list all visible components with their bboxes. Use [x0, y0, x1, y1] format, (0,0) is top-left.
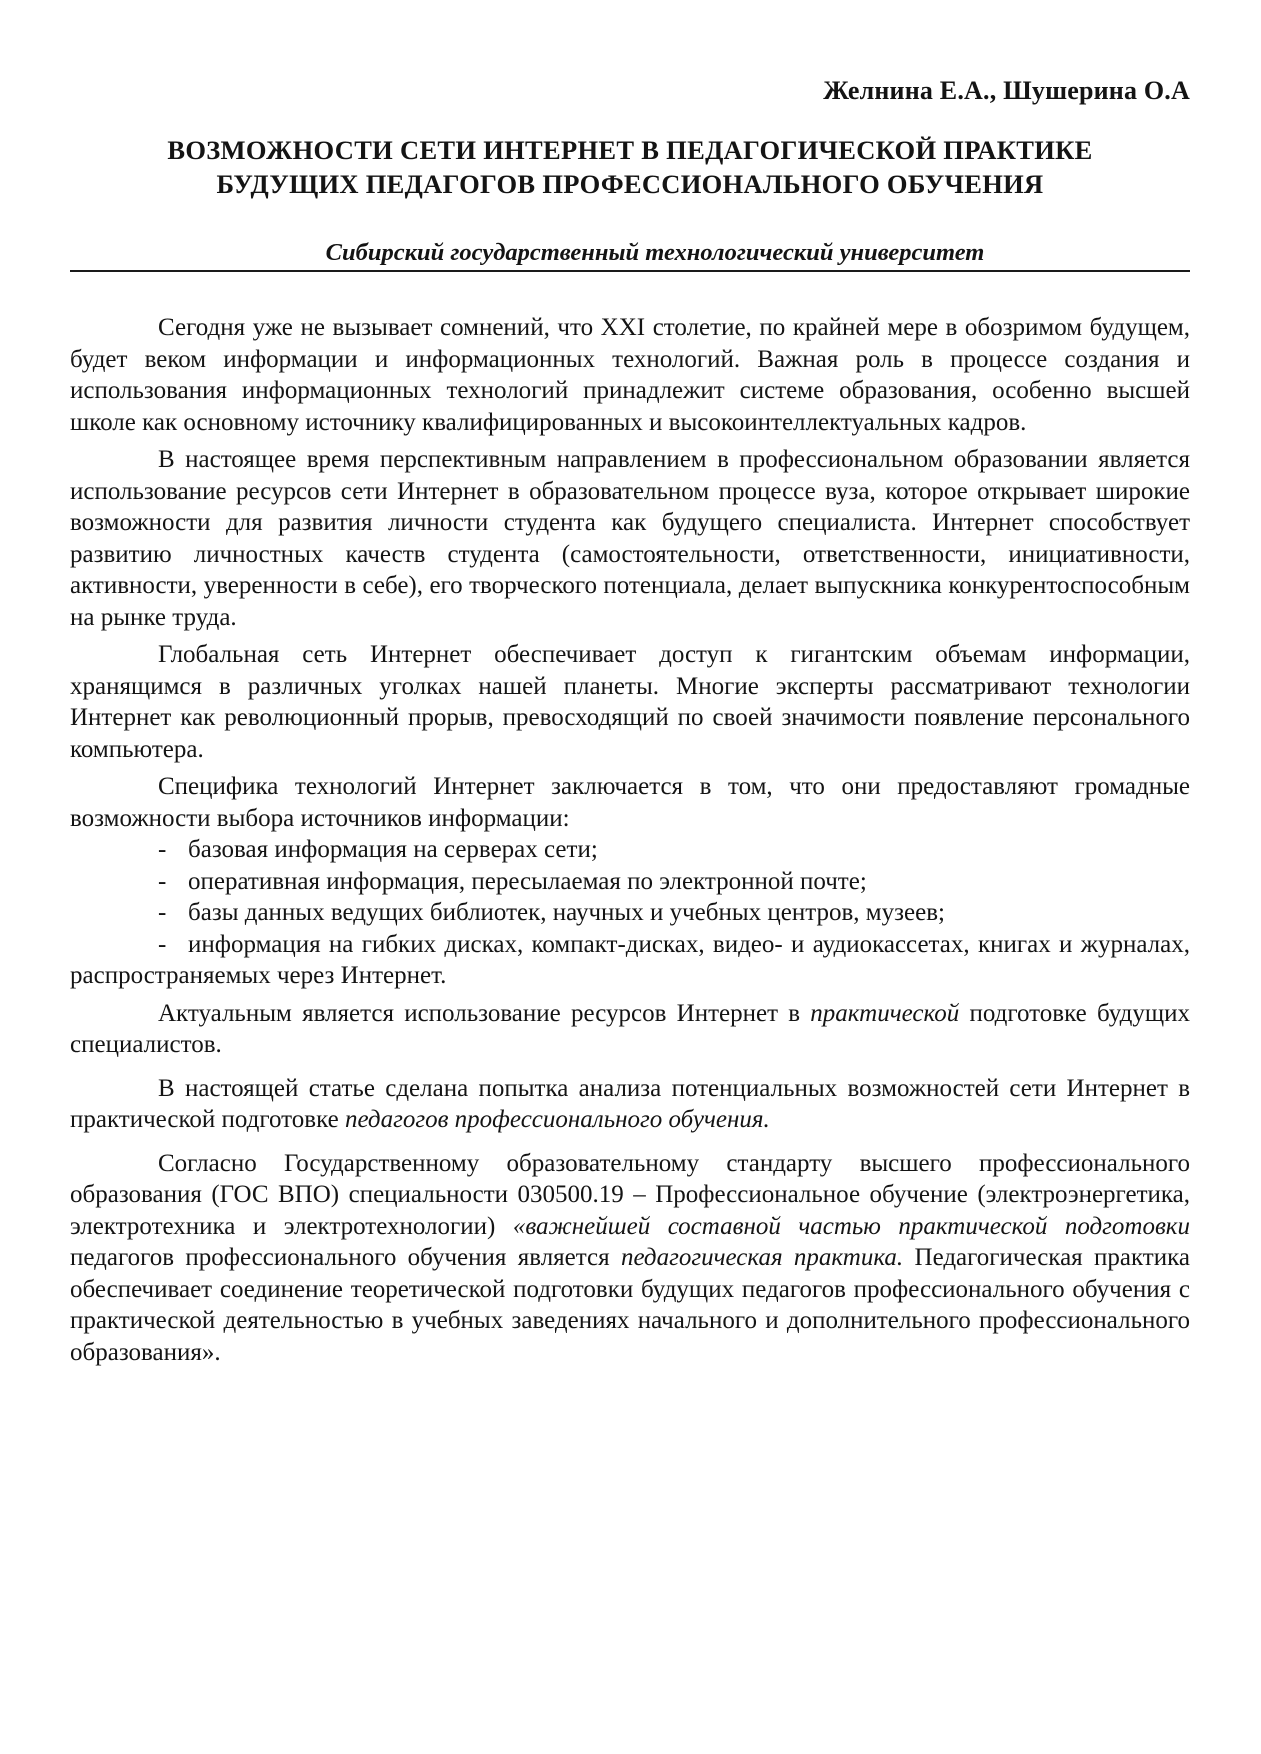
list-marker: -	[158, 899, 167, 926]
list-marker: -	[158, 930, 167, 958]
list-marker: -	[158, 867, 167, 895]
list-item	[70, 866, 1190, 898]
list-item	[70, 929, 1190, 992]
list-item	[70, 834, 1190, 866]
list-marker: -	[158, 836, 167, 863]
paragraph-7-text-b: педагогов профессионального обучения является	[70, 1244, 621, 1271]
paragraph-5	[70, 998, 1190, 1061]
list-item-text: базовая информация на серверах сети;	[188, 836, 598, 863]
list-item	[70, 897, 1190, 929]
paragraph-6	[70, 1073, 1190, 1136]
affiliation: Сибирский государственный технологический университет	[325, 239, 985, 266]
paragraph-7-emphasis-1: «важнейшей составной частью практической подготовки	[512, 1212, 1190, 1240]
paragraph-5-text-a: Актуальным является использование ресурсов Интернет в	[158, 999, 811, 1027]
article-title-line-1: ВОЗМОЖНОСТИ СЕТИ ИНТЕРНЕТ В ПЕДАГОГИЧЕСКОЙ ПРАКТИКЕ	[167, 135, 1093, 165]
list-item-text: оперативная информация, пересылаемая по электронной почте;	[188, 867, 867, 895]
article-title	[70, 133, 1190, 201]
paragraph-6-emphasis: педагогов профессионального обучения.	[344, 1106, 770, 1133]
paragraph-6-text-a: В настоящей статье сделана попытка анализа потенциальных возможностей сети Интернет в практической подготовке	[70, 1074, 1190, 1133]
authors: Желнина Е.А., Шушерина О.А	[823, 76, 1190, 105]
document-page	[70, 75, 1190, 1368]
source-list	[70, 834, 1190, 992]
paragraph-1: Сегодня уже не вызывает сомнений, что XXI столетие, по крайней мере в обозримом будущем, будет веком информации и информационных технологий. Важная роль в процессе создания и использования информационных технологий принадлежит системе образования, особенно высшей школе как основному источнику квалифицированных и высокоинтеллектуальных кадров.	[70, 314, 1190, 436]
article-title-line-2: БУДУЩИХ ПЕДАГОГОВ ПРОФЕССИОНАЛЬНОГО ОБУЧЕНИЯ	[216, 169, 1044, 199]
paragraph-4: Специфика технологий Интернет заключается в том, что они предоставляют громадные возможности выбора источников информации:	[70, 773, 1190, 832]
paragraph-5-text-b: подготовке будущих специалистов.	[70, 999, 1190, 1058]
paragraph-7-text-a: Согласно Государственному образовательному стандарту высшего профессионального образования (ГОС ВПО) специальности 030500.19 – Профессиональное обучение (электроэнергетика, электротехника и электротехнологии)	[70, 1149, 1190, 1240]
paragraph-7-emphasis-2: педагогическая практика.	[620, 1244, 904, 1271]
paragraph-3: Глобальная сеть Интернет обеспечивает доступ к гигантским объемам информации, хранящимся в различных уголках нашей планеты. Многие эксперты рассматривают технологии Интернет как революционный прорыв, превосходящий по своей значимости появление персонального компьютера.	[70, 641, 1190, 763]
paragraph-5-emphasis: практической	[810, 999, 960, 1027]
paragraph-2: В настоящее время перспективным направлением в профессиональном образовании является использование ресурсов сети Интернет в образовательном процессе вуза, которое открывает широкие возможности для развития личности студента как будущего специалиста. Интернет способствует развитию личностных качеств студента (самостоятельности, ответственности, инициативности, активности, уверенности в себе), его творческого потенциала, делает выпускника конкурентоспособным на рынке труда.	[70, 446, 1190, 631]
article-body	[70, 312, 1190, 1368]
paragraph-7-text-c: Педагогическая практика обеспечивает соединение теоретической подготовки будущих педагогов профессионального обучения с практической деятельностью в учебных заведениях начального и дополнительного профессионального образования».	[70, 1244, 1190, 1366]
paragraph-7	[70, 1148, 1190, 1369]
affiliation-rule	[70, 239, 1190, 272]
list-item-text: базы данных ведущих библиотек, научных и учебных центров, музеев;	[188, 899, 945, 926]
list-item-text: информация на гибких дисках, компакт-дисках, видео- и аудиокассетах, книгах и журналах, распространяемых через Интернет.	[70, 930, 1190, 989]
